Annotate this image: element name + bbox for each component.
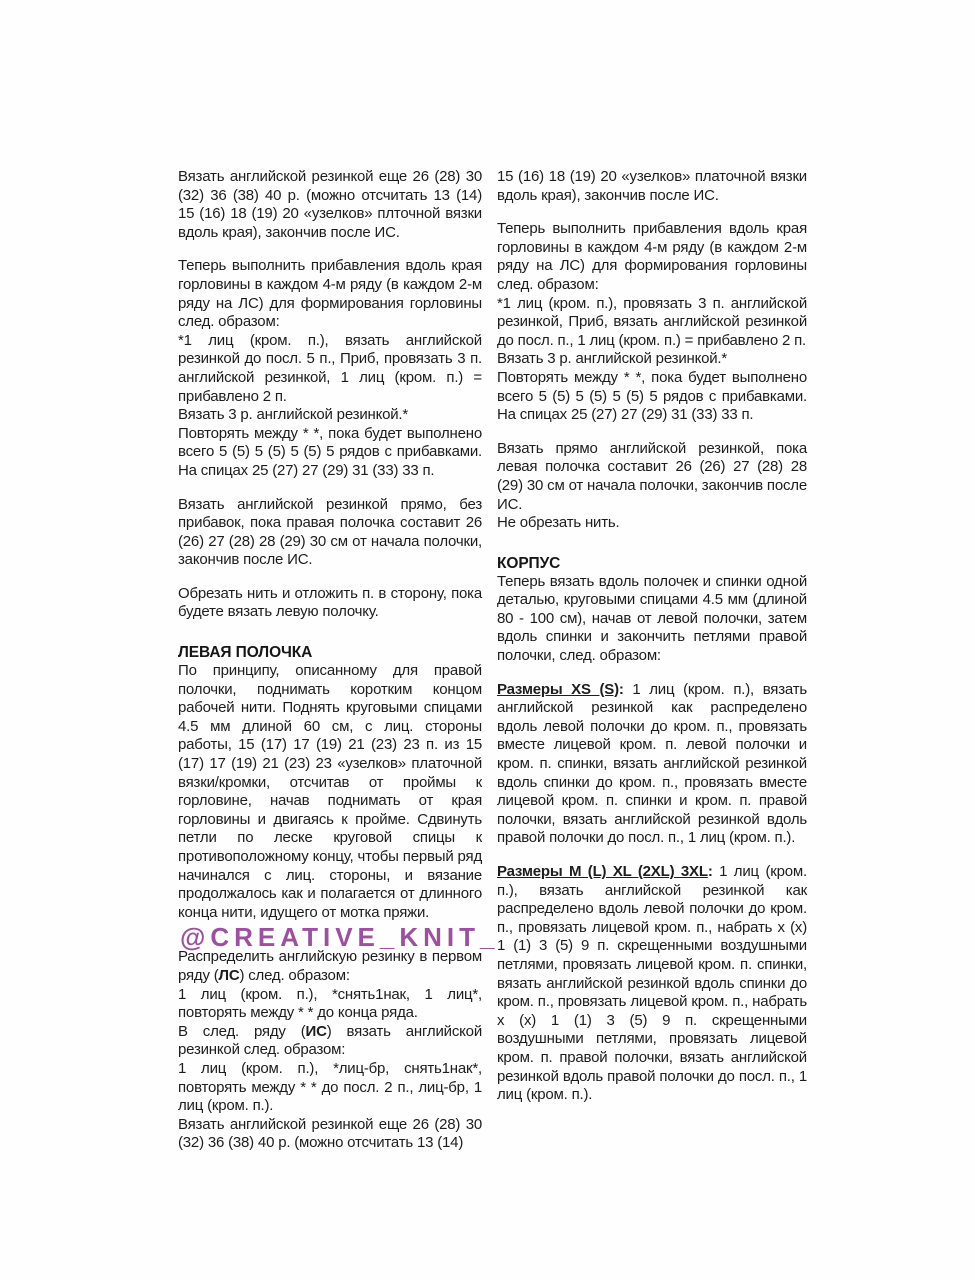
text-run: 1 лиц (кром. п.), вязать английской резинкой как распределено вдоль левой полочки до кром. п., провязать вместе лицевой кром. п. левой полочки и кром. п. спинки, вязать английской резинкой вдоль спинки до кром. п., провязать вместе лицевой кром. п. спинки и кром. п. правой полочки, вязать английской резинкой вдоль правой полочки до посл. п., 1 лиц (кром. п.). <box>497 680 807 847</box>
paragraph <box>178 662 482 922</box>
right-column <box>497 168 807 1153</box>
paragraph <box>178 257 482 331</box>
paragraph <box>178 425 482 481</box>
paragraph <box>178 1023 482 1060</box>
text-run: Теперь выполнить прибавления вдоль края горловины в каждом 4-м ряду (в каждом 2-м ряду на ЛС) для формирования горловины след. образом: <box>497 220 807 293</box>
text-run: Вязать английской резинкой еще 26 (28) 30 (32) 36 (38) 40 р. (можно отсчитать 13 (14) 15 (16) 18 (19) 20 «узелков» плточной вязки вдоль края), закончив после ИС. <box>178 168 482 241</box>
paragraph <box>497 514 807 533</box>
paragraph <box>497 681 807 848</box>
text-run: Теперь выполнить прибавления вдоль края горловины в каждом 4-м ряду (в каждом 2-м ряду на ЛС) для формирования горловины след. образом: <box>178 257 482 331</box>
paragraph <box>497 295 807 351</box>
paragraph <box>178 168 482 242</box>
paragraph <box>178 1116 482 1153</box>
section-heading: КОРПУС <box>497 554 561 572</box>
text-run: В след. ряду ( <box>178 1022 306 1040</box>
text-run: ) вязать английской резинкой след. образом: <box>178 1022 482 1059</box>
text-run: : <box>618 680 624 698</box>
paragraph <box>497 440 807 514</box>
paragraph <box>178 406 482 425</box>
text-run: Теперь вязать вдоль полочек и спинки одной деталью, круговыми спицами 4.5 мм (длиной 80 - 100 см), начав от левой полочки, затем вдоль спинки и закончить петлями правой полочки, след. образом: <box>497 572 807 665</box>
text-run: Размеры M (L) XL (2XL) 3XL <box>497 863 708 880</box>
text-run: 1 лиц (кром. п.), вязать английской резинкой как распределено вдоль левой полочки до кром. п., провязать лицевой кром. п., набрать х (х) 1 (1) 3 (5) 9 п. скрещенными воздушными петлями, провязать лицевой кром. п. спинки, вязать английской резинкой вдоль спинки до кром. п., провязать лицевой кром. п., набрать х (х) 1 (1) 3 (5) 9 п. скрещенными воздушными петлями, провязать лицевой кром. п. правой полочки, вязать английской резинкой вдоль правой полочки до посл. п., 1 лиц (кром. п.). <box>497 863 807 1104</box>
text-run: 15 (16) 18 (19) 20 «узелков» платочной вязки вдоль края), закончив после ИС. <box>497 168 807 204</box>
text-run: : <box>707 863 713 880</box>
left-column <box>178 168 500 1153</box>
text-run: ИС <box>305 1022 327 1040</box>
paragraph <box>178 1060 482 1116</box>
paragraph <box>178 496 482 570</box>
paragraph <box>497 220 807 294</box>
paragraph <box>178 585 482 622</box>
text-run: Вязать английской резинкой прямо, без прибавок, пока правая полочка составит 26 (26) 27 (28) 28 (29) 30 см от начала полочки, закончив после ИС. <box>178 495 482 569</box>
paragraph <box>178 332 482 406</box>
text-run: Обрезать нить и отложить п. в сторону, пока будете вязать левую полочку. <box>178 584 482 621</box>
paragraph <box>497 573 807 666</box>
paragraph <box>497 863 807 1105</box>
text-run: Не обрезать нить. <box>497 514 620 532</box>
paragraph <box>178 948 482 985</box>
paragraph <box>178 986 482 1023</box>
text-run: Вязать прямо английской резинкой, пока левая полочка составит 26 (26) 27 (28) 28 (29) 30 см от начала полочки, закончив после ИС. <box>497 439 807 513</box>
watermark: @CREATIVE_KNIT_ <box>180 922 500 953</box>
text-run: ЛС <box>218 966 240 984</box>
text-run: Повторять между * *, пока будет выполнено всего 5 (5) 5 (5) 5 (5) 5 рядов с прибавками. На спицах 25 (27) 27 (29) 31 (33) 33 п. <box>497 368 807 424</box>
text-run: Распределить английскую резинку в первом ряду ( <box>178 948 482 984</box>
text-columns <box>178 168 807 1153</box>
paragraph <box>497 369 807 425</box>
text-run: Размеры XS (S) <box>497 680 619 698</box>
text-run: *1 лиц (кром. п.), провязать 3 п. английской резинкой, Приб, вязать английской резинкой до посл. п., 1 лиц (кром. п.) = прибавлено 2 п. <box>497 294 807 349</box>
text-run: По принципу, описанному для правой полочки, поднимать коротким концом рабочей нити. Поднять круговыми спицами 4.5 мм длиной 60 см, с лиц. стороны работы, 15 (17) 17 (19) 21 (23) 23 п. из 15 (17) 17 (19) 21 (23) 23 «узелков» платочной вязки/кромки, отсчитав от проймы к горловине, начав поднимать от края горловины и двигаясь к пройме. Сдвинуть петли по леске круговой спицы к противоположному концу, чтобы первый ряд начинался с лиц. стороны, и вязание продолжалось как и полагается от длинного конца нити, идущего от мотка пряжи. <box>178 662 482 921</box>
text-run: Вязать 3 р. английской резинкой.* <box>497 350 728 368</box>
text-run: 1 лиц (кром. п.), *снять1нак, 1 лиц*, повторять между * * до конца ряда. <box>178 985 482 1022</box>
section-heading: ЛЕВАЯ ПОЛОЧКА <box>178 644 313 662</box>
text-run: Повторять между * *, пока будет выполнено всего 5 (5) 5 (5) 5 (5) 5 рядов с прибавками. На спицах 25 (27) 27 (29) 31 (33) 33 п. <box>178 424 482 479</box>
text-run: 1 лиц (кром. п.), *лиц-бр, снять1нак*, повторять между * * до посл. 2 п., лиц-бр, 1 лиц (кром. п.). <box>178 1059 482 1115</box>
paragraph <box>497 350 807 369</box>
text-run: Вязать 3 р. английской резинкой.* <box>178 406 409 424</box>
text-run: ) след. образом: <box>239 966 350 984</box>
text-run: Вязать английской резинкой еще 26 (28) 30 (32) 36 (38) 40 р. (можно отсчитать 13 (14) <box>178 1115 482 1152</box>
paragraph <box>497 168 807 205</box>
text-run: *1 лиц (кром. п.), вязать английской резинкой до посл. 5 п., Приб, провязать 3 п. английской резинкой, 1 лиц (кром. п.) = прибавлено 2 п. <box>178 331 482 405</box>
